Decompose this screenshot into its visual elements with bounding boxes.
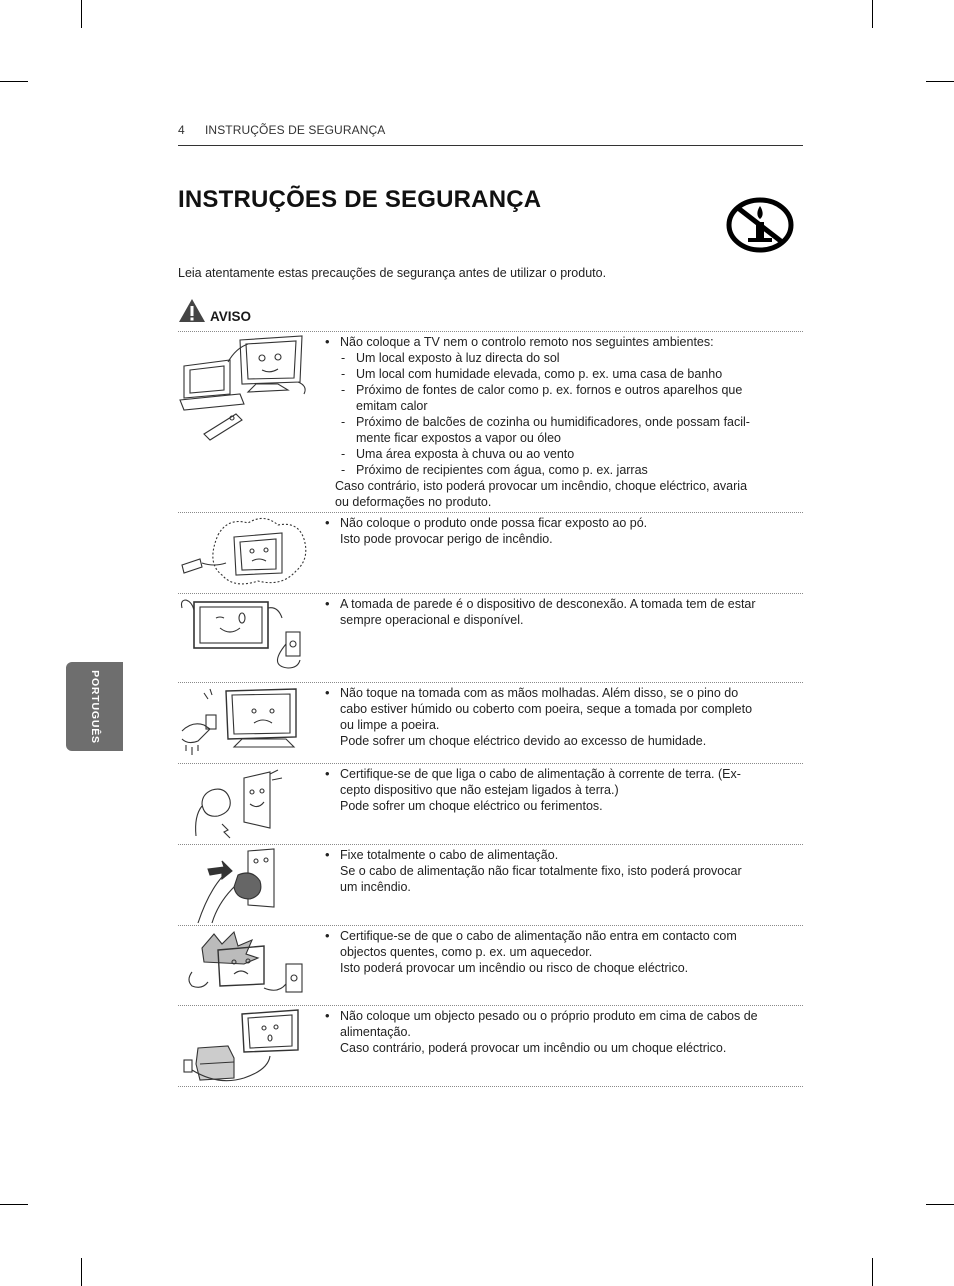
crop-mark [872, 0, 873, 28]
safety-item [178, 925, 803, 1006]
item-line: alimentação. [340, 1025, 411, 1039]
crop-mark [926, 81, 954, 82]
page-title: INSTRUÇÕES DE SEGURANÇA [178, 186, 542, 213]
crop-mark [0, 81, 28, 82]
item-line: cepto dispositivo que não estejam ligados à terra.) [340, 783, 619, 797]
crop-mark [81, 1258, 82, 1286]
item-consequence: Caso contrário, isto poderá provocar um incêndio, choque eléctrico, avaria [335, 479, 748, 493]
item-line: Caso contrário, poderá provocar um incêndio ou um choque eléctrico. [340, 1041, 727, 1055]
header-section-title: INSTRUÇÕES DE SEGURANÇA [205, 123, 386, 137]
language-tab-label: PORTUGUÊS [88, 669, 101, 744]
dust-illustration [178, 515, 313, 591]
item-line: objectos quentes, como p. ex. um aquecedor. [340, 945, 593, 959]
item-dash-cont: mente ficar expostos a vapor ou óleo [356, 431, 561, 445]
item-bullet: • Certifique-se de que liga o cabo de alimentação à corrente de terra. (Ex- [324, 766, 784, 782]
wall-outlet-illustration [178, 596, 313, 676]
item-dash: - Uma área exposta à chuva ou ao vento [324, 446, 784, 462]
item-bullet: • Não coloque um objecto pesado ou o próprio produto em cima de cabos de [324, 1008, 784, 1024]
item-dash: - Próximo de balcões de cozinha ou humidificadores, onde possam facil- [324, 414, 784, 430]
safety-item [178, 1005, 803, 1087]
insert-plug-illustration [178, 847, 313, 925]
item-line: Pode sofrer um choque eléctrico devido ao excesso de humidade. [340, 734, 707, 748]
item-line: um incêndio. [340, 880, 411, 894]
heater-cable-illustration [178, 928, 313, 1006]
safety-item [178, 512, 803, 593]
item-dash: - Um local exposto à luz directa do sol [324, 350, 784, 366]
item-dash: - Próximo de fontes de calor como p. ex. fornos e outros aparelhos que [324, 382, 784, 398]
page-header [178, 123, 803, 146]
heavy-object-cable-illustration [178, 1008, 313, 1086]
item-line: cabo estiver húmido ou coberto com poeira, seque a tomada por completo [340, 702, 753, 716]
item-dash: - Um local com humidade elevada, como p. ex. uma casa de banho [324, 366, 784, 382]
safety-item [178, 331, 803, 512]
item-bullet: • Fixe totalmente o cabo de alimentação. [324, 847, 784, 863]
tv-and-remote-illustration [178, 334, 313, 444]
safety-item [178, 682, 803, 763]
wet-hands-illustration [178, 685, 313, 761]
crop-mark [926, 1204, 954, 1205]
item-bullet: • Não toque na tomada com as mãos molhadas. Além disso, se o pino do [324, 685, 784, 701]
item-line: Isto poderá provocar um incêndio ou risco de choque eléctrico. [340, 961, 689, 975]
no-open-flame-icon [726, 196, 794, 254]
language-tab [66, 662, 123, 751]
item-bullet: • Não coloque o produto onde possa ficar exposto ao pó. [324, 515, 784, 531]
item-line: ou limpe a poeira. [340, 718, 440, 732]
crop-mark [872, 1258, 873, 1286]
intro-text: Leia atentamente estas precauções de segurança antes de utilizar o produto. [178, 266, 607, 280]
item-line: Isto pode provocar perigo de incêndio. [340, 532, 553, 546]
item-dash: - Próximo de recipientes com água, como p. ex. jarras [324, 462, 784, 478]
warning-label: AVISO [210, 309, 252, 324]
item-line: sempre operacional e disponível. [340, 613, 524, 627]
item-bullet: • Certifique-se de que o cabo de alimentação não entra em contacto com [324, 928, 784, 944]
item-bullet: • A tomada de parede é o dispositivo de desconexão. A tomada tem de estar [324, 596, 784, 612]
crop-mark [81, 0, 82, 28]
item-dash-cont: emitam calor [356, 399, 428, 413]
item-bullet: • Não coloque a TV nem o controlo remoto nos seguintes ambientes: [324, 334, 784, 350]
page-number: 4 [178, 123, 185, 137]
item-line: Se o cabo de alimentação não ficar totalmente fixo, isto poderá provocar [340, 864, 742, 878]
safety-item [178, 844, 803, 925]
safety-item [178, 593, 803, 682]
safety-item [178, 763, 803, 844]
crop-mark [0, 1204, 28, 1205]
warning-triangle-icon [178, 298, 206, 324]
item-consequence: ou deformações no produto. [335, 495, 492, 509]
item-line: Pode sofrer um choque eléctrico ou ferimentos. [340, 799, 603, 813]
grounding-plug-illustration [178, 766, 313, 844]
